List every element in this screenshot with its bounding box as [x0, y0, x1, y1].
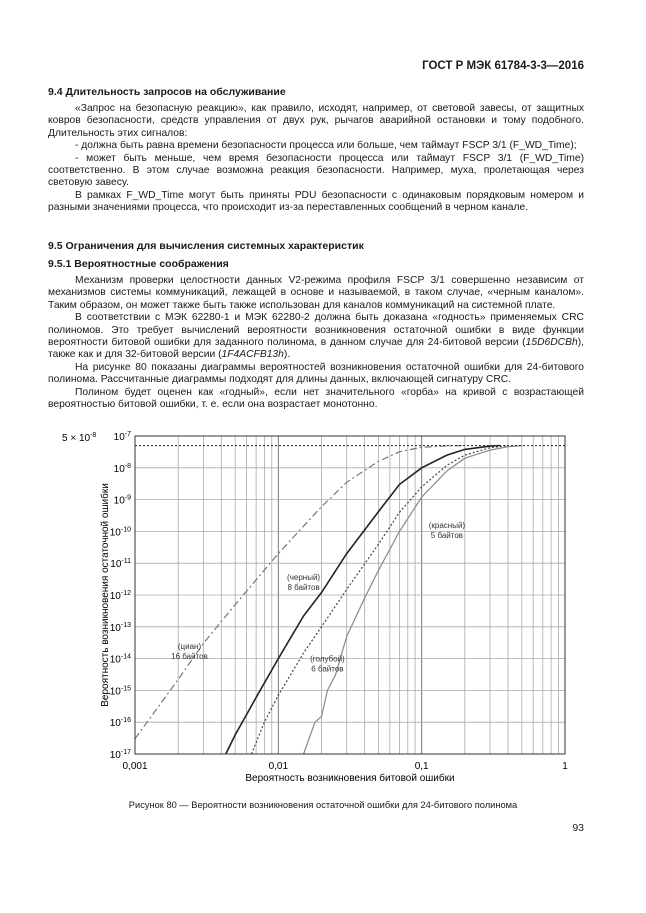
y-tick-label: $10^{-10}$ [109, 526, 131, 539]
y-tick-label: $10^{-7}$ [113, 431, 131, 443]
polynomial-32: 1F4ACFB13h [221, 349, 284, 361]
series-label-black: (черный) 8 байтов [287, 572, 321, 592]
section-heading: 9.5.1 Вероятностные соображения [48, 258, 229, 270]
x-tick-label: 1 [562, 761, 568, 772]
series-label-red: (красный) 5 байтов [428, 520, 466, 540]
chart-grid [135, 436, 565, 754]
section-9-4-body [48, 103, 584, 215]
limit-label: $5 \times 10^{-8}$ [62, 432, 97, 444]
y-tick-label: $10^{-9}$ [113, 494, 131, 507]
paragraph: - может быть меньше, чем время безопасности процесса или таймаут FSCP 3/1 (F_WD_Time) соответственно. В этом случае возможна реакция безопасности. Например, муха, пролетающая через световую завесу. [48, 152, 584, 189]
y-tick-label: $10^{-15}$ [109, 685, 131, 698]
chart-series [135, 446, 522, 754]
text-run: ). [283, 349, 291, 361]
paragraph: В рамках F_WD_Time могут быть приняты PDU безопасности с одинаковым порядковым номером и разными значениями процесса, что происходит из-за переставленных сообщений в черном канале. [48, 189, 584, 214]
x-tick-label: 0,1 [414, 761, 429, 772]
paragraph [48, 312, 584, 362]
section-heading: 9.4 Длительность запросов на обслуживание [48, 86, 286, 98]
x-axis-title: Вероятность возникновения битовой ошибки [245, 773, 455, 784]
series-label-cyan: (циан) 16 байтов [171, 642, 208, 662]
paragraph: «Запрос на безопасную реакцию», как правило, исходят, например, от световой завесы, от защитных ковров безопасности, средств управления от двух рук, рычагов аварийной остановки и тому подобного. Длительность этих сигналов: [48, 103, 584, 139]
text-run: В соответствии с МЭК 62280-1 и МЭК 62280-2 должна быть доказана «годность» применяемых CRC полиномов. Это требует вычислений вероятности возникновения остаточной ошибки в виде функции вероятности битовой ошибки для заданного полинома, в данном случае для 24-битовой версии ( [48, 312, 584, 349]
figure-caption: Рисунок 80 — Вероятности возникновения остаточной ошибки для 24-битового полинома [128, 800, 518, 810]
x-tick-label: 0,001 [122, 761, 148, 772]
x-tick-label: 0,01 [268, 761, 289, 772]
document-header: ГОСТ Р МЭК 61784-3-3—2016 [422, 60, 584, 72]
paragraph: - должна быть равна времени безопасности процесса или больше, чем таймаут FSCP 3/1 (F_WD_Time); [75, 140, 577, 152]
y-tick-label: $10^{-13}$ [109, 621, 131, 634]
y-tick-label: $10^{-12}$ [109, 590, 131, 602]
y-axis-title: Вероятность возникновения остаточной ошибки [100, 483, 111, 707]
series-label-blue: (голубой) 6 байтов [310, 654, 345, 674]
page-number: 93 [572, 822, 584, 834]
text-run: ), также как и для 32-битовой версии ( [48, 337, 584, 361]
paragraph: Полином будет оценен как «годный», если нет значительного «горба» на кривой с возрастающей вероятностью битовой ошибки, т. е. если она возрастает монотонно. [48, 386, 584, 411]
y-tick-label: $10^{-11}$ [110, 558, 131, 571]
section-9-4-title [48, 86, 584, 98]
y-tick-label: $10^{-8}$ [113, 462, 131, 475]
y-tick-label: $10^{-16}$ [109, 717, 131, 730]
figure-80 [48, 425, 588, 795]
paragraph: Механизм проверки целостности данных V2-режима профиля FSCP 3/1 совершенно независим от механизмов системы коммуникаций, лежащей в основе и называемой, в таком случае, «черным каналом». Таким образом, он может также быть также использован для каналов коммуникаций на системной плате. [48, 275, 584, 311]
section-9-5-1-body [48, 275, 584, 411]
series-line-blue [252, 446, 509, 754]
x-tick-labels [122, 761, 568, 772]
y-tick-label: $10^{-14}$ [109, 653, 131, 666]
y-tick-label: $10^{-17}$ [109, 749, 131, 761]
section-heading: 9.5 Ограничения для вычисления системных характеристик [48, 240, 364, 252]
residual-error-chart [48, 425, 588, 795]
polynomial-24: 15D6DCBh [525, 337, 578, 349]
y-tick-labels [110, 431, 131, 761]
paragraph: На рисунке 80 показаны диаграммы вероятностей возникновения остаточной ошибки для 24-битового полинома. Рассчитанные диаграммы подходят для длины данных, включающей сигнатуру CRC. [48, 361, 584, 386]
series-line-black [226, 446, 500, 754]
